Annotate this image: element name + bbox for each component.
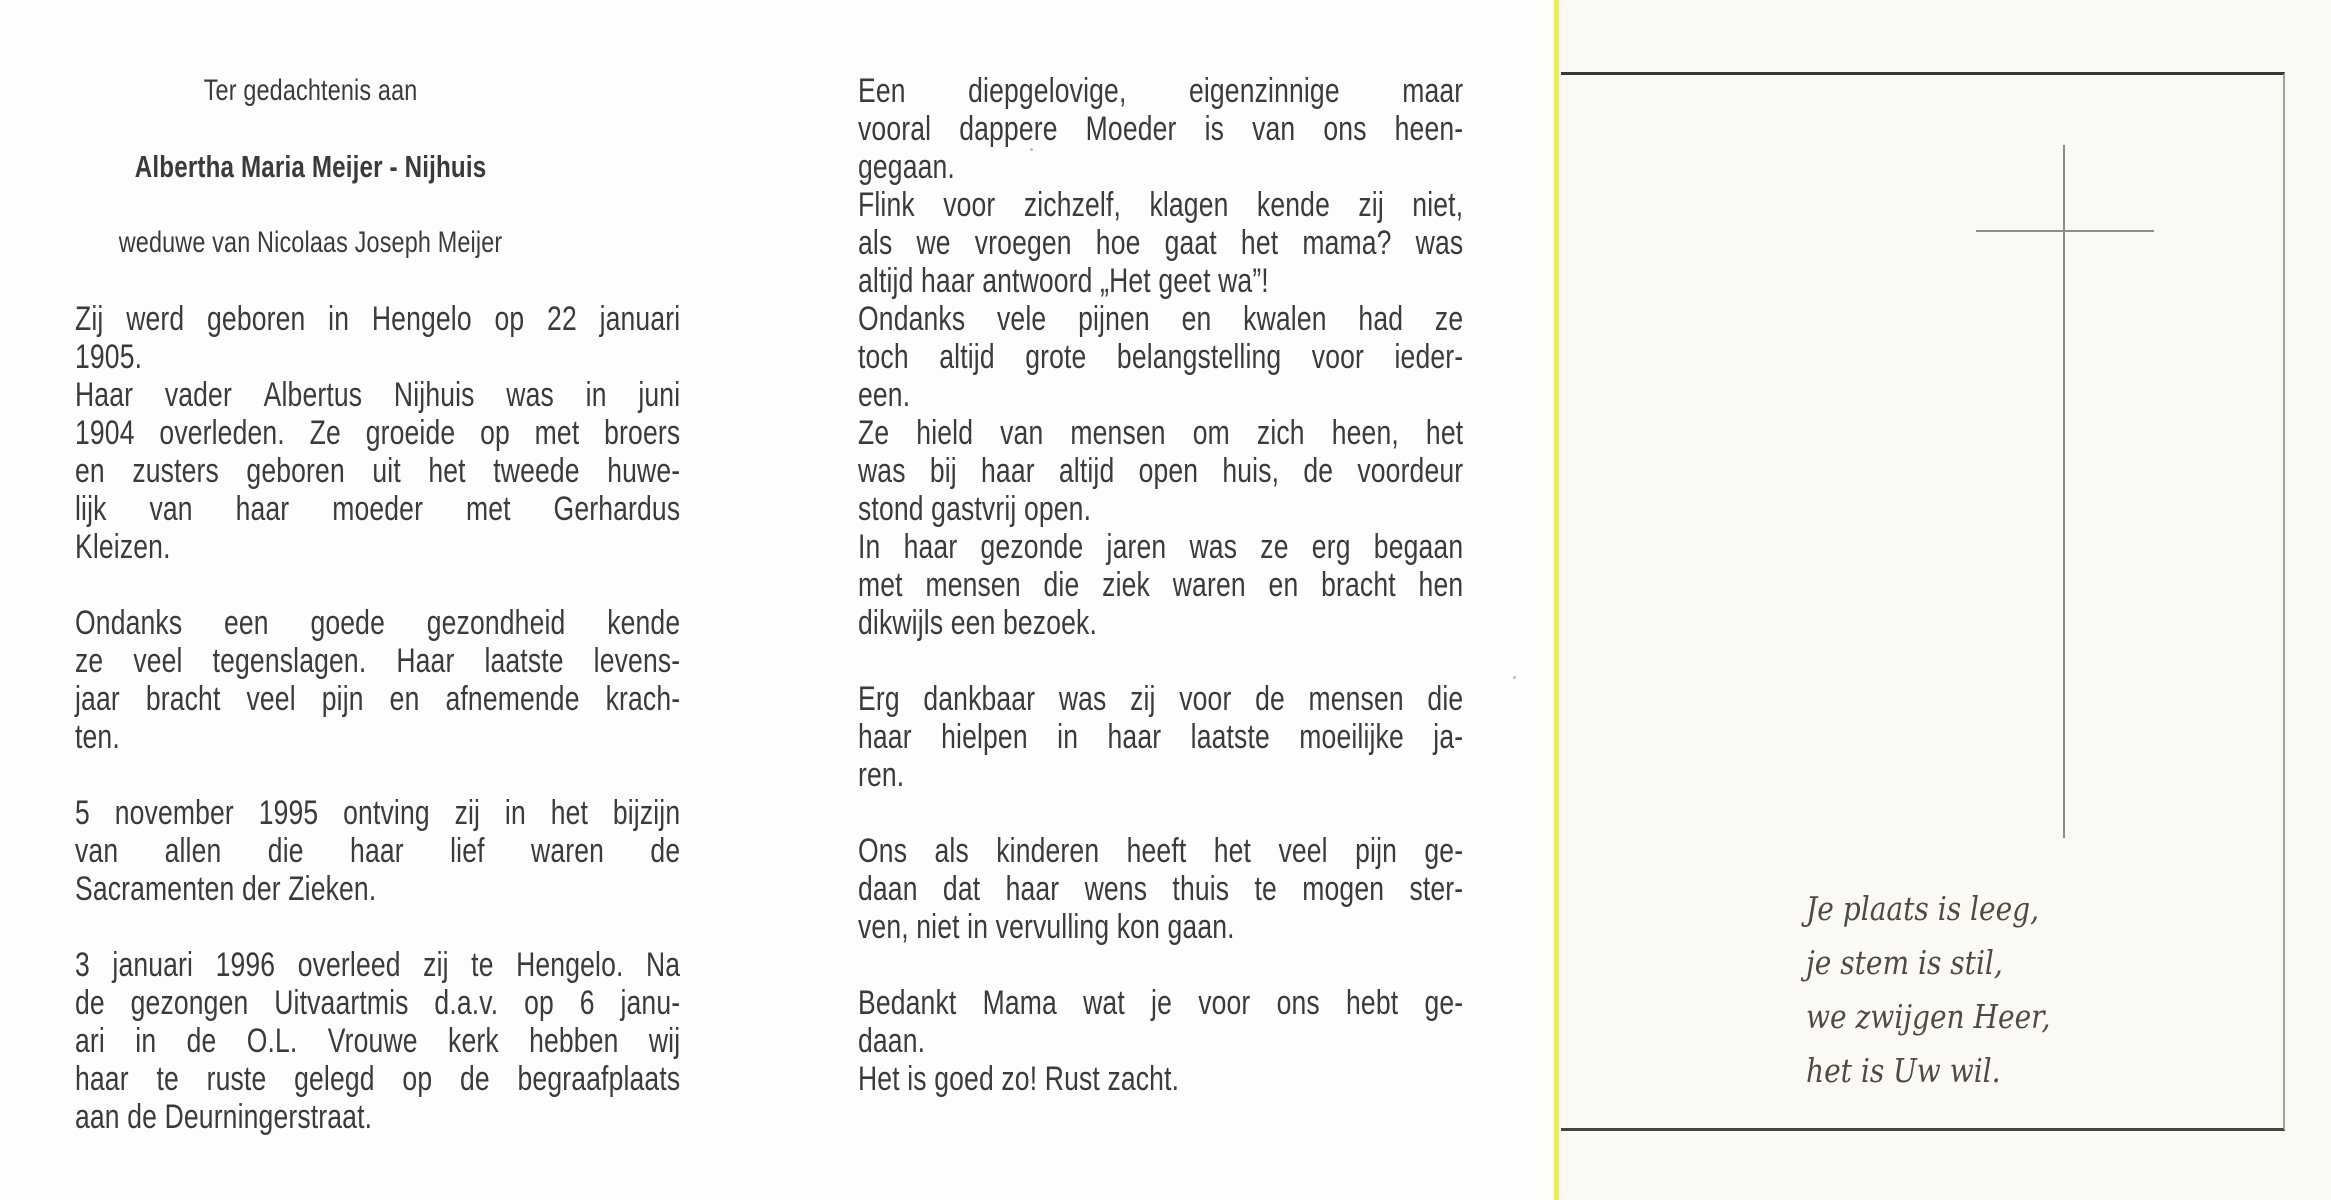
text-line: aan de Deurningerstraat. — [75, 1098, 373, 1136]
text-line: Ondanks een goede gezondheid kende — [75, 604, 681, 642]
text-line: stond gastvrij open. — [858, 490, 1092, 528]
text-line: ren. — [858, 756, 905, 794]
text-line: Ze hield van mensen om zich heen, het — [858, 414, 1464, 452]
text-line: dikwijls een bezoek. — [858, 604, 1097, 642]
text-line: ven, niet in vervulling kon gaan. — [858, 908, 1235, 946]
text-line: en zusters geboren uit het tweede huwe- — [75, 452, 681, 490]
blank-line — [75, 756, 680, 794]
text-line: Flink voor zichzelf, klagen kende zij niet, — [858, 186, 1464, 224]
text-line: haar hielpen in haar laatste moeilijke ja- — [858, 718, 1464, 756]
text-line: 3 januari 1996 overleed zij te Hengelo. Na — [75, 946, 681, 984]
text-line: Ondanks vele pijnen en kwalen had ze — [858, 300, 1464, 338]
blank-line — [858, 794, 1463, 832]
text-line: toch altijd grote belangstelling voor ieder- — [858, 338, 1464, 376]
poem-line: je stem is stil, — [1806, 943, 2003, 982]
cross-horizontal-line — [1976, 230, 2154, 232]
scan-speck — [1513, 676, 1516, 679]
text-line: Ons als kinderen heeft het veel pijn ge- — [858, 832, 1464, 870]
text-line: 1905. — [75, 338, 143, 376]
blank-line — [858, 946, 1463, 984]
poem-line: het is Uw wil. — [1806, 1051, 2001, 1090]
scan-speck — [1030, 148, 1033, 151]
middle-text-column — [858, 72, 1463, 1098]
poem — [1806, 882, 2050, 1098]
text-line: lijk van haar moeder met Gerhardus — [75, 490, 681, 528]
text-line: altijd haar antwoord „Het geet wa”! — [858, 262, 1269, 300]
page-fold-line — [1554, 0, 1559, 1200]
text-line: ten. — [75, 718, 120, 756]
text-line: Ter gedachtenis aan — [203, 74, 418, 107]
cross-vertical-line — [2063, 145, 2065, 838]
text-line: Bedankt Mama wat je voor ons hebt ge- — [858, 984, 1464, 1022]
blank-line — [75, 186, 680, 224]
poem-line: Je plaats is leeg, — [1806, 889, 2040, 928]
text-line: gegaan. — [858, 148, 955, 186]
blank-line — [75, 908, 680, 946]
text-line: was bij haar altijd open huis, de voordeur — [858, 452, 1464, 490]
poem-line: we zwijgen Heer, — [1806, 997, 2051, 1036]
text-line: ze veel tegenslagen. Haar laatste levens- — [75, 642, 681, 680]
text-line: Kleizen. — [75, 528, 171, 566]
text-line: Sacramenten der Zieken. — [75, 870, 377, 908]
left-text-column — [75, 72, 680, 1136]
text-line: vooral dappere Moeder is van ons heen- — [858, 110, 1464, 148]
text-line: Haar vader Albertus Nijhuis was in juni — [75, 376, 681, 414]
scan-speck — [390, 700, 393, 703]
text-line: van allen die haar lief waren de — [75, 832, 681, 870]
text-line: Erg dankbaar was zij voor de mensen die — [858, 680, 1464, 718]
text-line: In haar gezonde jaren was ze erg begaan — [858, 528, 1464, 566]
text-line: Albertha Maria Meijer - Nijhuis — [134, 149, 487, 184]
blank-line — [858, 642, 1463, 680]
text-line: Het is goed zo! Rust zacht. — [858, 1060, 1180, 1098]
text-line: de gezongen Uitvaartmis d.a.v. op 6 janu- — [75, 984, 681, 1022]
text-line: 5 november 1995 ontving zij in het bijzijn — [75, 794, 681, 832]
text-line: ari in de O.L. Vrouwe kerk hebben wij — [75, 1022, 681, 1060]
text-line: Een diepgelovige, eigenzinnige maar — [858, 72, 1464, 110]
blank-line — [75, 110, 680, 148]
text-line: haar te ruste gelegd op de begraafplaats — [75, 1060, 681, 1098]
text-line: met mensen die ziek waren en bracht hen — [858, 566, 1464, 604]
blank-line — [75, 262, 680, 300]
text-line: daan dat haar wens thuis te mogen ster- — [858, 870, 1464, 908]
text-line: weduwe van Nicolaas Joseph Meijer — [118, 226, 503, 259]
text-line: 1904 overleden. Ze groeide op met broers — [75, 414, 681, 452]
text-line: Zij werd geboren in Hengelo op 22 januari — [75, 300, 681, 338]
text-line: een. — [858, 376, 911, 414]
text-line: jaar bracht veel pijn en afnemende krach- — [75, 680, 681, 718]
blank-line — [75, 566, 680, 604]
text-line: daan. — [858, 1022, 926, 1060]
text-line: als we vroegen hoe gaat het mama? was — [858, 224, 1464, 262]
